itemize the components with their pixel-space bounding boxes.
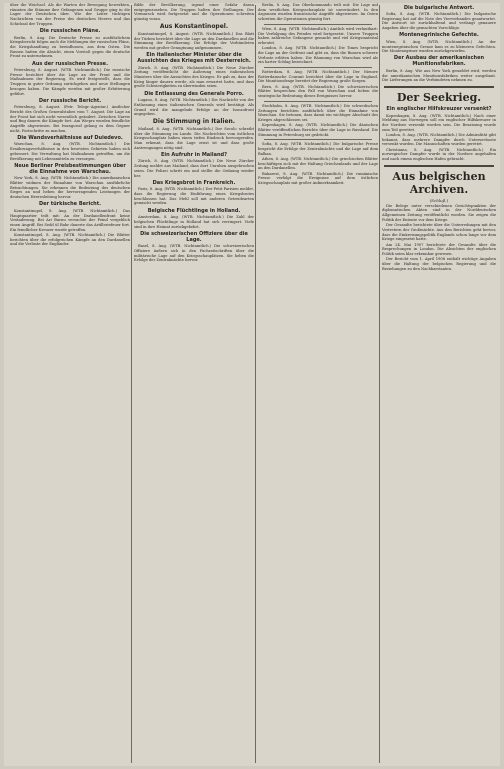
paragraph: Petersburg, 8. August. (WTB. Nichtamtlich.) Die russische Presse berichtet über die Lage an der Front und die Maßnahmen der Regierung. Es wird festgestellt, dass die Truppen in guter Ordnung zurückgehen und neue Stellungen bezogen haben. Die Kämpfe werden mit großer Erbitterung geführt. [10,68,130,96]
paragraph: Warschau, 8. Aug. (WTB. Nichtamtlich.) Die Ernährungsverhältnisse in den besetzten Gebieten haben sich gebessert. Die Verwaltung hat Maßnahmen getroffen, um die Bevölkerung mit Lebensmitteln zu versorgen. [10,142,130,161]
headline: Das Kriegsbrot in Frankreich. [152,179,236,186]
headline: Die Wandsverhältnisse auf Duiedevo. [17,134,123,141]
paragraph: Christiania, 8. Aug. (WTB. Nichtamtlich.) Ein norwegischer Dampfer wurde in der Nordsee angehalten und nach einem englischen Hafen gebracht. [382,147,496,162]
paragraph: Konstantinopel, 8. Aug. (WTB. Nichtamtlich.) Die Blätter berichten über die erfolgreichen Kämpfe an den Dardanellen und die Verluste der Engländer. [10,232,130,247]
paragraph: Konstantinopel, 8. August. (WTB. Nichtamtlich.) Das Blatt der Türken berichtet über die Lage an den Dardanellen und die Stimmung der Bevölkerung. Die Erfolge der Verbündeten werden mit großer Genugtuung aufgenommen. [134,31,254,50]
section-title: Der Seekrieg. [396,91,482,105]
headline: Die schweizerischen Offiziere über die Lage. [140,230,248,243]
paragraph: Petersburg, 8. August. (Petr. Telegr.-Agentur.) Amtlicher Bericht des Großen Generalstabes vom 7. August. Die Lage an der Front hat sich nicht wesentlich geändert. Zwischen Narew und Bug dauern die Kämpfe fort. Am Wieprz wurden feindliche Angriffe abgewiesen. Bei Iwangorod gelang es dem Gegner nicht, Fortschritte zu machen. [10,105,130,133]
paragraph: New York, 8. Aug. (WTB. Nichtamtlich.) Die amerikanischen Blätter widmen der Einnahme von Warschau ausführliche Betrachtungen. Sie erkennen die Bedeutung des deutschen Sieges an und heben die hervorragenden Leistungen der deutschen Heeresleitung hervor. [10,176,130,200]
headline: Ein italienischer Minister über die Aussichten des Krieges mit Oesterreich. [137,52,251,65]
headline: Ein englischer Hilfskreuzer versenkt? [386,106,492,113]
headline: Ein Aufruhr in Mailand? [160,151,228,158]
headline: Aus Konstantinopel. [159,23,229,31]
column-3 [258,3,378,766]
divider [384,165,494,167]
column-4 [382,3,496,766]
paragraph: Wien, 8. Aug. (WTB. Nichtamtlich.) An der montenegrinischen Grenze kam es zu kleineren Gefechten. Die Montenegriner wurden zurückgeworfen. [382,39,496,54]
paragraph: Athen, 8. Aug. (WTB. Nichtamtlich.) Die griechischen Blätter beschäftigen sich mit der Haltung Griechenlands und der Lage an den Dardanellen. [258,157,378,171]
subtitle: (Schluß.) [429,197,449,203]
paragraph: Wien, 8. Aug. (WTB. Nichtamtlich.) Amtlich wird verlautbart: Die Verfolgung des Feindes wird fortgesetzt. Unsere Truppen haben zahlreiche Gefangene gemacht und viel Kriegsmaterial erbeutet. [258,26,378,45]
column-rule [131,5,132,763]
paragraph: Mailand, 8. Aug. (WTB. Nichtamtlich.) Der Secolo schreibt über die Stimmung im Lande. Die Nachrichten vom östlichen Kriegsschauplatz haben einen tiefen Eindruck hervorgerufen. Man erkennt, dass die Lage ernst ist und dass große Anstrengungen nötig sind. [134,126,254,150]
paragraph: Am 24. Mai 1907 berichtete der Gesandte über die Besprechungen in London. Die Absichten der englischen Politik seien klar erkennbar gewesen. [382,242,496,256]
paragraph: Kopenhagen, 8. Aug. (WTB. Nichtamtlich.) Nach einer Meldung aus Norwegen soll ein englischer Hilfskreuzer in der Nordsee versenkt worden sein. Die Besatzung wurde zum Teil gerettet. [382,113,496,132]
paragraph: Kopenhagen, 8. Aug. (WTB. Nichtamtlich.) Die dänischen Blätter veröffentlichen Berichte über die Lage in Russland. Die Stimmung in Petersburg sei gedrückt. [258,123,378,137]
paragraph: Der Gesandte berichtete über die Unterredungen mit den Vertretern der Großmächte. Aus den Berichten geht hervor, dass die Einkreisungspolitik Englands schon lange vor dem Kriege eingesetzt hatte. [382,223,496,242]
paragraph: Sofia, 8. Aug. (WTB. Nichtamtlich.) Die bulgarische Regierung hat auf die Note des Vierverbandes geantwortet. Die Antwort ist zurückhaltend und verlangt genauere Angaben über die gemachten Vorschläge. [382,12,496,31]
paragraph: London, 8. Aug. (WTB. Nichtamtlich.) Die Times bespricht die Lage an der Ostfront und gibt zu, dass die Russen schwere Verluste erlitten haben. Die Räumung von Warschau wird als ein harter Schlag bezeichnet. [258,46,378,65]
paragraph: Rotterdam, 8. Aug. (WTB. Nichtamtlich.) Der Nieuwe Rotterdamsche Courant berichtet über die Lage in England. Die Munitionsfrage bereitet der Regierung große Sorgen. [258,70,378,84]
headline: Belgische Flüchtlinge in Holland. [147,207,241,214]
paragraph: Konstantinopel, 8. Aug. (WTB. Nichtamtlich.) Das Hauptquartier teilt mit: An der Dardanellenfront keine Veränderung. Bei Ari Burnu versuchte der Feind vergeblich einen Angriff. Bei Sedd ül Bahr dauerte das Artilleriefeuer fort. Ein feindlicher Kreuzer wurde getroffen. [10,208,130,232]
headline: Montenegrinische Gefechte. [399,32,479,39]
paragraph: Berlin, 8. Aug. Das Oberkommando teilt mit: Die Lage auf dem westlichen Kriegsschauplatz ist unverändert. In den Argonnen wurden französische Angriffe abgewiesen. Im Osten schreiten die Operationen günstig fort. [258,3,378,22]
paragraph: Zürich, 8. Aug. (WTB. Nichtamtlich.) Die Neue Zürcher Zeitung veröffentlicht die Äußerung eines italienischen Ministers über die Aussichten des Krieges. Er gab zu, dass der Krieg länger dauern werde, als man erwartet hatte, und dass große Schwierigkeiten zu überwinden seien. [134,65,254,89]
paragraph: Basel, 8. Aug. (WTB. Nichtamtlich.) Die schweizerischen Offiziere äußern sich in den Fachzeitschriften über die militärische Lage auf den Kriegsschauplätzen. Sie heben die Erfolge der Zentralmächte hervor. [134,244,254,263]
column-rule [379,5,380,763]
paragraph: Berlin, 8. Aug. Wie aus New York gemeldet wird, werden die amerikanischen Munitionsfabriken weiter ausgebaut. Die Lieferungen an die Verbündeten nehmen zu. [382,68,496,83]
divider [384,86,494,88]
paragraph: Sofia, 8. Aug. (WTB. Nichtamtlich.) Die bulgarische Presse bespricht die Erfolge der Zentralmächte und die Lage auf dem Balkan. [258,142,378,156]
paragraph: London, 8. Aug. (WTB. Nichtamtlich.) Die Admiralität gibt bekannt, dass mehrere Dampfer durch Unterseeboote versenkt wurden. Die Mannschaften wurden gerettet. [382,132,496,147]
headline: Der Ausbau der amerikanischen Munitionsfabriken. [393,55,485,68]
paragraph: Amsterdam, 8. Aug. (WTB. Nichtamtlich.) Die Zahl der belgischen Flüchtlinge in Holland hat sich verringert. Viele sind in ihre Heimat zurückgekehrt. [134,215,254,229]
paragraph: Bilde der Bevölkerung, irgend einer Gefahr daran entgegenzusehen. Die Truppen halten ihre Stellungen. Der Vormarsch wird fortgesetzt und die Operationen schreiten günstig voran. [134,3,254,22]
column-rule [255,5,256,763]
divider [264,139,372,140]
paragraph: Paris, 8. Aug. (WTB. Nichtamtlich.) Der Petit Parisien meldet, dass die Regierung die Einführung eines Kriegsbrotes beschlossen hat. Das Mehl soll mit anderen Getreidearten gemischt werden. [134,187,254,206]
headline: Die russischen Pläne. [39,28,101,35]
paragraph: Lugano, 8. Aug. (WTB. Nichtamtlich.) Die Nachricht von der Entlassung eines italienischen Generals wird bestätigt. Als Grund wird die mangelnde Erfolge an der Isonzofront angegeben. [134,98,254,117]
paragraph: Berlin, 8. Aug. Die Deutsche Presse zu ausführlichem Kriegsbericht folgen auch die Meldungen der russischen Pläne, die Kriegshandlung zu beeinflussen, aus dem Osten. Die Russen hatten die Absicht, einen Vorstoß gegen die deutsche Front zu unternehmen. [10,35,130,59]
headline: Der russische Bericht. [38,97,102,104]
headline: Aus der russischen Presse. [32,60,108,67]
paragraph: Zürich, 8. Aug. (WTB. Nichtamtlich.) Die Neue Zürcher Zeitung meldet aus Mailand, dass dort Unruhen ausgebrochen seien. Die Polizei schritt ein und stellte die Ordnung wieder her. [134,159,254,178]
headline: Die bulgarische Antwort. [403,4,475,11]
headline: Die Entlassung des Generals Porro. [144,90,244,97]
column-2 [134,3,254,766]
column-1 [10,3,130,766]
newspaper-page [4,3,500,766]
paragraph: Bern, 8. Aug. (WTB. Nichtamtlich.) Die schweizerischen Blätter besprechen den Fall von Warschau und heben die strategische Bedeutung dieses Ereignisses hervor. [258,84,378,99]
headline: Die Stimmung in Italien. [152,118,236,126]
paragraph: Bukarest, 8. Aug. (WTB. Nichtamtlich.) Die rumänische Presse verfolgt die Ereignisse auf dem östlichen Kriegsschauplatz mit großer Aufmerksamkeit. [258,171,378,186]
headline: Neue Berliner Preisbestimmungen über die Einnahme von Warschau. [14,162,126,175]
paragraph: über die Weichsel. Als die Warten der Bewegung bewerkten, räumten die Stämme ihre Gefangenen und Gruppe ging in die Lager der Deutschen über. Wie der Leiter tüchtigen Nachrichten von der Preise des deutschen Heeres und das Schicksal der Truppen. [10,3,130,26]
headline: Der türkische Bericht. [38,201,102,208]
paragraph: Stockholm, 8. Aug. (WTB. Nichtamtlich.) Die schwedischen Zeitungen berichten ausführlich über die Einnahme von Warschau. Sie betonen, dass damit ein wichtiger Abschnitt des Krieges abgeschlossen sei. [258,103,378,122]
divider [264,24,372,25]
paragraph: Die Belege unter verschiedenen Gesichtspunkten der diplomatischen Akten sind in der Norddeutschen Allgemeinen Zeitung veröffentlicht worden. Sie zeigen die Politik der Entente vor dem Kriege. [382,203,496,222]
divider [264,67,372,68]
paragraph: Der Bericht vom 1. April 1908 enthält wichtige Angaben über die Haltung der belgischen Regierung und die Beziehungen zu den Nachbarstaaten. [382,257,496,271]
section-title: Aus belgischen Archiven. [392,169,486,196]
divider [264,101,372,102]
